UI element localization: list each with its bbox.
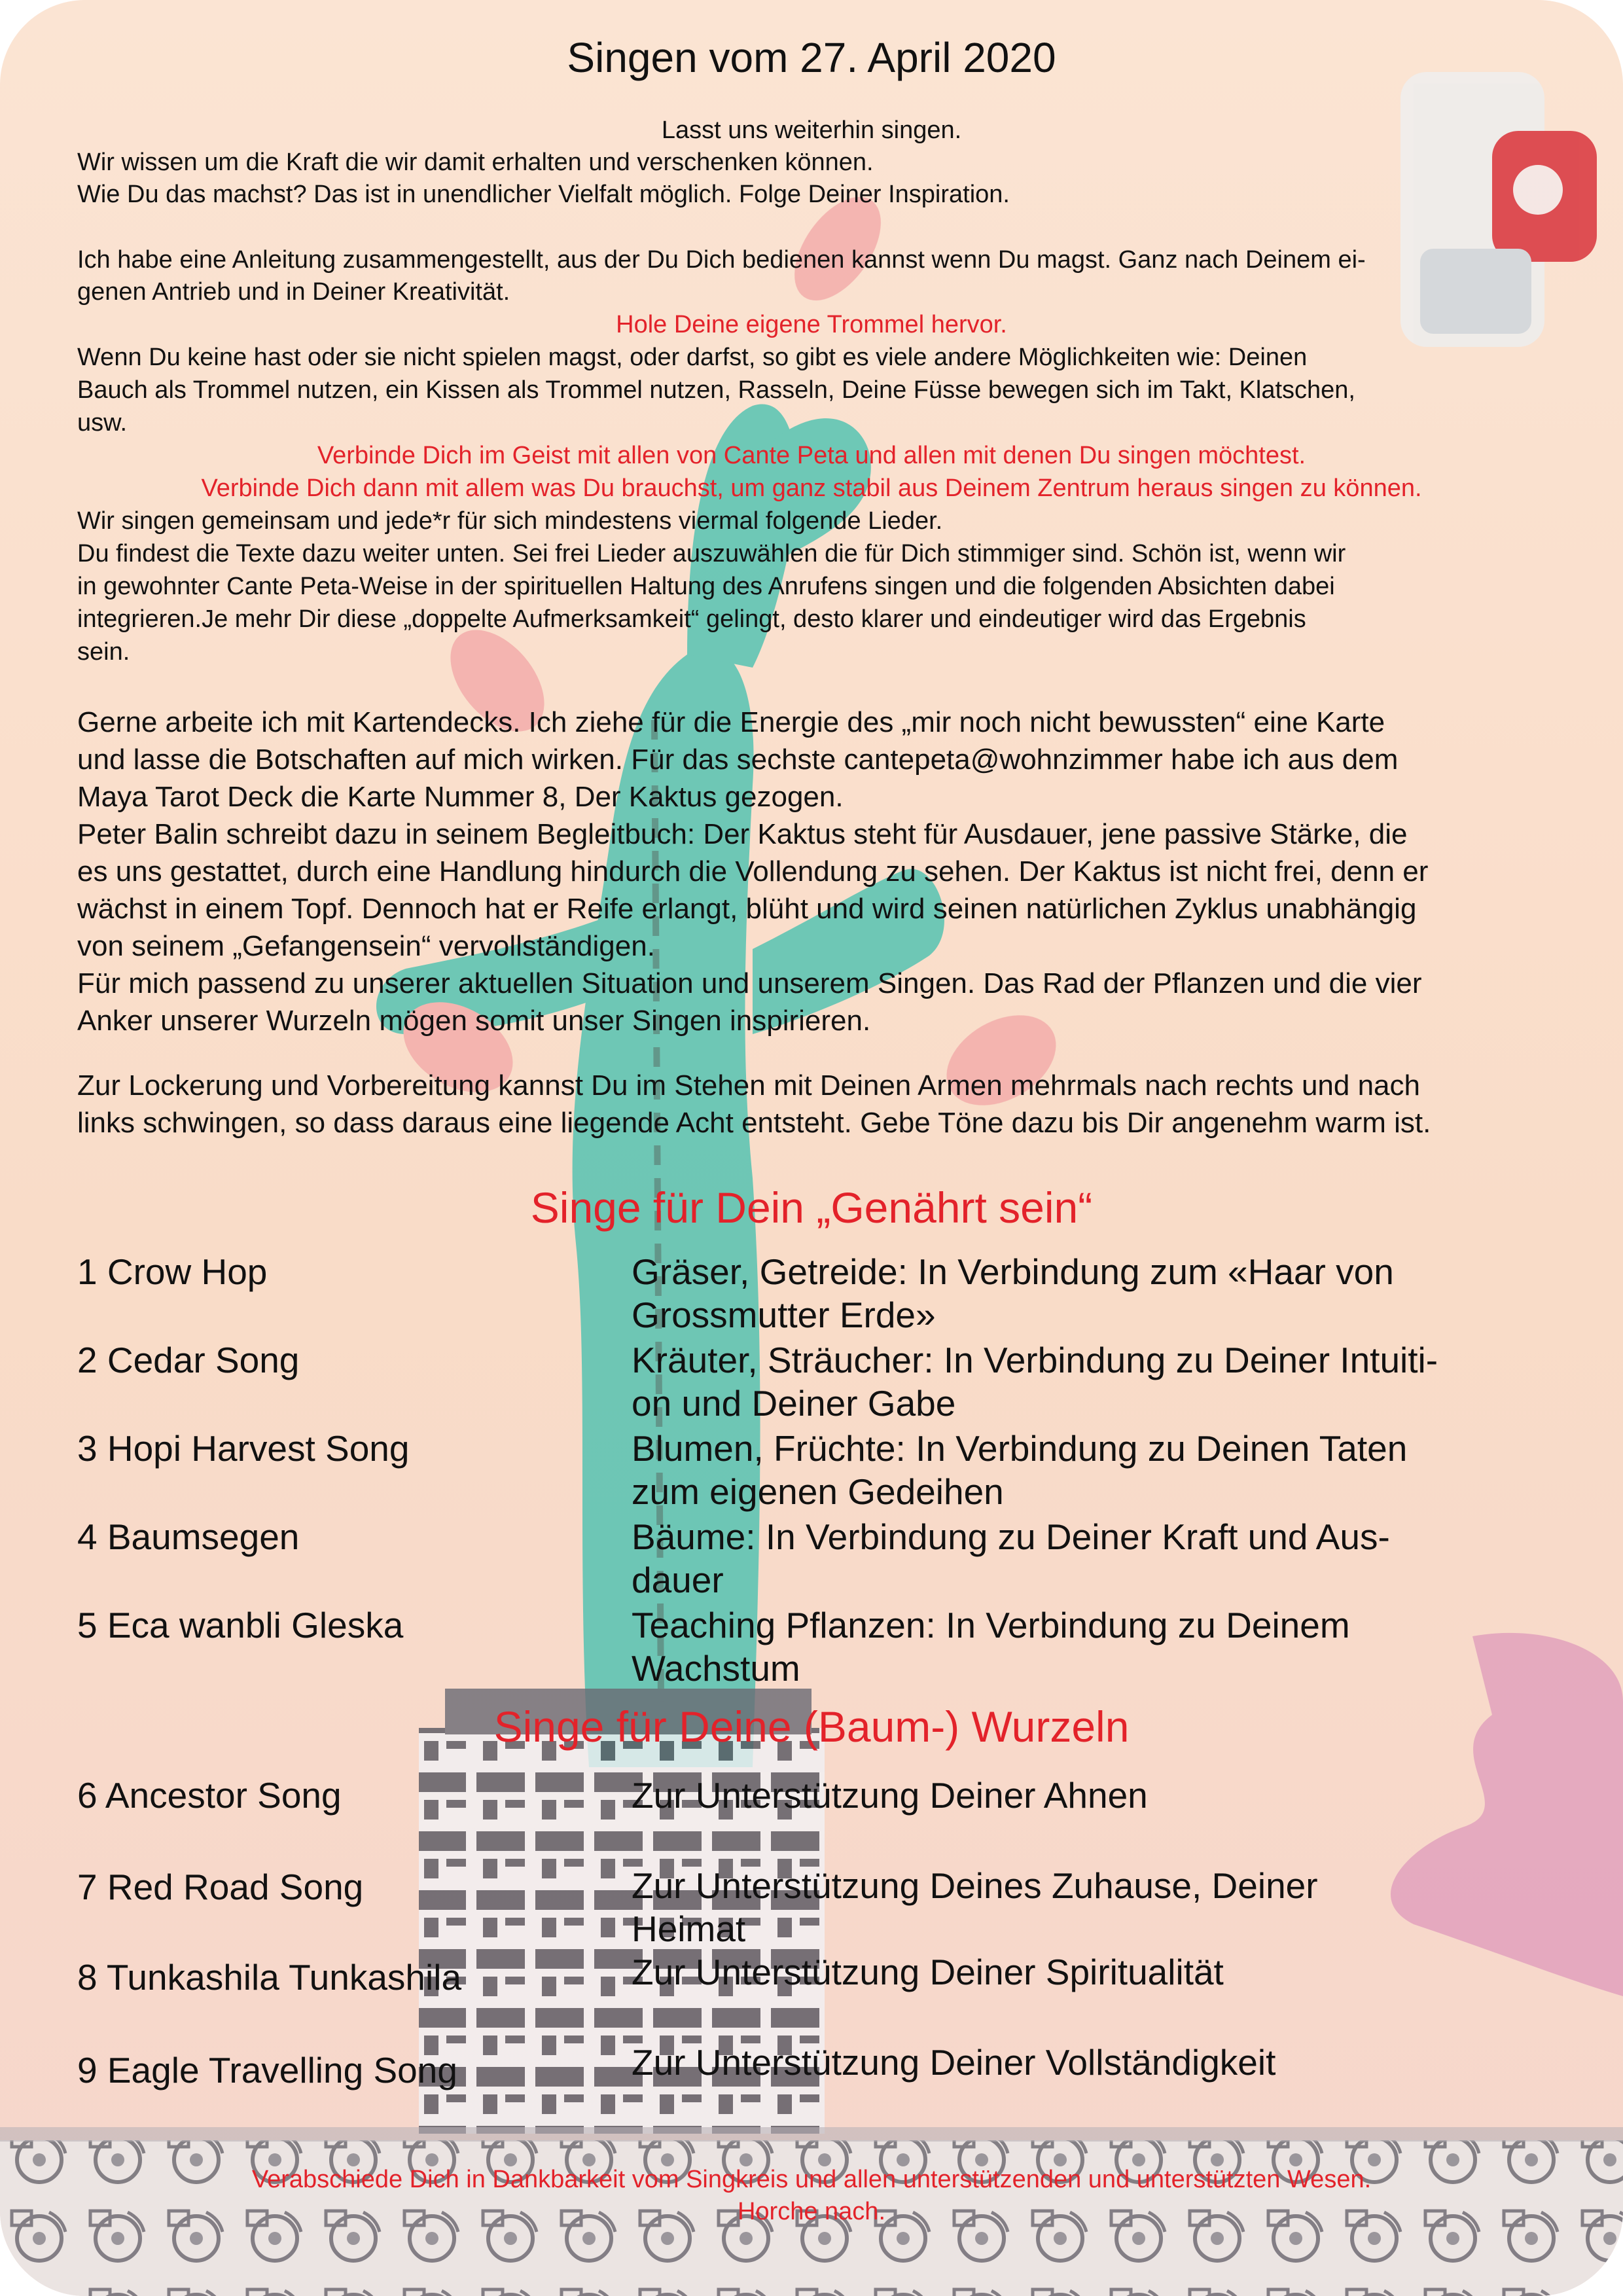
cards-line-1: Gerne arbeite ich mit Kartendecks. Ich ziehe für die Energie des „mir noch nicht bewussten“ eine Karte: [77, 706, 1385, 738]
cards-line-6: wächst in einem Topf. Dennoch hat er Reife erlangt, blüht und wird seinen natürlichen Zyklus unabhängig: [77, 893, 1417, 925]
song-name: 6 Ancestor Song: [77, 1775, 342, 1816]
cards-line-9: Anker unserer Wurzeln mögen somit unser Singen inspirieren.: [77, 1005, 871, 1037]
corner-ornament: [1400, 72, 1597, 347]
song-name: 3 Hopi Harvest Song: [77, 1428, 410, 1469]
song-desc: Zur Unterstützung Deines Zuhause, Deiner: [632, 1865, 1318, 1906]
guide-para-2: Du findest die Texte dazu weiter unten. Sei frei Lieder auszuwählen die für Dich stimmiger sind. Schön ist, wenn wir: [77, 540, 1346, 567]
song-name: 9 Eagle Travelling Song: [77, 2050, 457, 2090]
cards-line-5: es uns gestattet, durch eine Handlung hindurch die Vollendung zu sehen. Der Kaktus ist nicht frei, denn er: [77, 855, 1429, 888]
song-desc: Kräuter, Sträucher: In Verbindung zu Deiner Intuiti-: [632, 1340, 1438, 1380]
song-desc: Gräser, Getreide: In Verbindung zum «Haar von: [632, 1251, 1394, 1292]
song-desc: Bäume: In Verbindung zu Deiner Kraft und Aus-: [632, 1516, 1390, 1557]
connect-line-1: Verbinde Dich im Geist mit allen von Cante Peta und allen mit denen Du singen möchtest.: [317, 442, 1306, 469]
cards-line-2: und lasse die Botschaften auf mich wirken. Für das sechste cantepeta@wohnzimmer habe ich aus dem: [77, 744, 1399, 776]
song-desc-cont: on und Deiner Gabe: [632, 1383, 956, 1424]
song-name: 8 Tunkashila Tunkashila: [77, 1957, 462, 1998]
song-desc-cont: Grossmutter Erde»: [632, 1295, 936, 1335]
song-desc: Teaching Pflanzen: In Verbindung zu Deinem: [632, 1605, 1350, 1645]
guide-line-1: Ich habe eine Anleitung zusammengestellt, aus der Du Dich bedienen kannst wenn Du magst. Ganz nach Deinem ei-: [77, 246, 1366, 274]
section-1-heading: Singe für Dein „Genährt sein“: [530, 1183, 1093, 1232]
song-name: 7 Red Road Song: [77, 1867, 364, 1907]
song-desc-cont: zum eigenen Gedeihen: [632, 1471, 1004, 1512]
drum-line-1: Wenn Du keine hast oder sie nicht spielen magst, oder darfst, so gibt es viele andere Möglichkeiten wie: Deinen: [77, 344, 1308, 371]
connect-line-2: Verbinde Dich dann mit allem was Du brauchst, um ganz stabil aus Deinem Zentrum heraus singen zu können.: [201, 475, 1422, 502]
section-2-heading: Singe für Deine (Baum-) Wurzeln: [493, 1702, 1130, 1751]
song-desc: Zur Unterstützung Deiner Ahnen: [632, 1775, 1148, 1816]
intro-line-2: Wir wissen um die Kraft die wir damit erhalten und verschenken können.: [77, 149, 874, 176]
song-desc: Zur Unterstützung Deiner Spiritualität: [632, 1952, 1224, 1992]
song-desc-cont: Wachstum: [632, 1648, 800, 1689]
intro-line-1: Lasst uns weiterhin singen.: [661, 117, 962, 144]
guide-line-2: genen Antrieb und in Deiner Kreativität.: [77, 278, 510, 306]
intro-line-3: Wie Du das machst? Das ist in unendlicher Vielfalt möglich. Folge Deiner Inspiration.: [77, 181, 1010, 208]
closing-line-2: Horche nach.: [737, 2198, 885, 2225]
drum-line-2: Bauch als Trommel nutzen, ein Kissen als Trommel nutzen, Rasseln, Deine Füsse bewegen sich im Takt, Klatschen,: [77, 376, 1355, 404]
guide-para-1: Wir singen gemeinsam und jede*r für sich mindestens viermal folgende Lieder.: [77, 507, 943, 535]
guide-para-5: sein.: [77, 638, 130, 666]
song-desc: Zur Unterstützung Deiner Vollständigkeit: [632, 2042, 1276, 2083]
closing-line-1: Verabschiede Dich in Dankbarkeit vom Singkreis und allen unterstützenden und unterstützten Wesen.: [251, 2166, 1372, 2193]
song-desc: Blumen, Früchte: In Verbindung zu Deinen Taten: [632, 1428, 1408, 1469]
drum-call: Hole Deine eigene Trommel hervor.: [616, 311, 1007, 338]
warmup-line-1: Zur Lockerung und Vorbereitung kannst Du im Stehen mit Deinen Armen mehrmals nach rechts und nach: [77, 1069, 1420, 1102]
cards-line-8: Für mich passend zu unserer aktuellen Situation und unserem Singen. Das Rad der Pflanzen und die vier: [77, 967, 1422, 999]
song-desc-cont: dauer: [632, 1560, 724, 1600]
song-name: 1 Crow Hop: [77, 1251, 268, 1292]
song-name: 5 Eca wanbli Gleska: [77, 1605, 404, 1645]
cards-line-3: Maya Tarot Deck die Karte Nummer 8, Der Kaktus gezogen.: [77, 781, 844, 813]
song-desc-cont: Heimat: [632, 1909, 746, 1949]
drum-line-3: usw.: [77, 409, 128, 437]
song-name: 4 Baumsegen: [77, 1516, 300, 1557]
guide-para-3: in gewohnter Cante Peta-Weise in der spirituellen Haltung des Anrufens singen und die folgenden Absichten dabei: [77, 573, 1335, 600]
pink-drape: [1391, 1633, 1623, 1996]
cards-line-4: Peter Balin schreibt dazu in seinem Begleitbuch: Der Kaktus steht für Ausdauer, jene passive Stärke, die: [77, 818, 1408, 850]
cards-line-7: von seinem „Gefangensein“ vervollständigen.: [77, 930, 655, 962]
song-name: 2 Cedar Song: [77, 1340, 300, 1380]
page-title: Singen vom 27. April 2020: [567, 34, 1056, 81]
guide-para-4: integrieren.Je mehr Dir diese „doppelte Aufmerksamkeit“ gelingt, desto klarer und eindeutiger wird das Ergebnis: [77, 605, 1306, 633]
warmup-line-2: links schwingen, so dass daraus eine liegende Acht entsteht. Gebe Töne dazu bis Dir angenehm warm ist.: [77, 1107, 1431, 1139]
